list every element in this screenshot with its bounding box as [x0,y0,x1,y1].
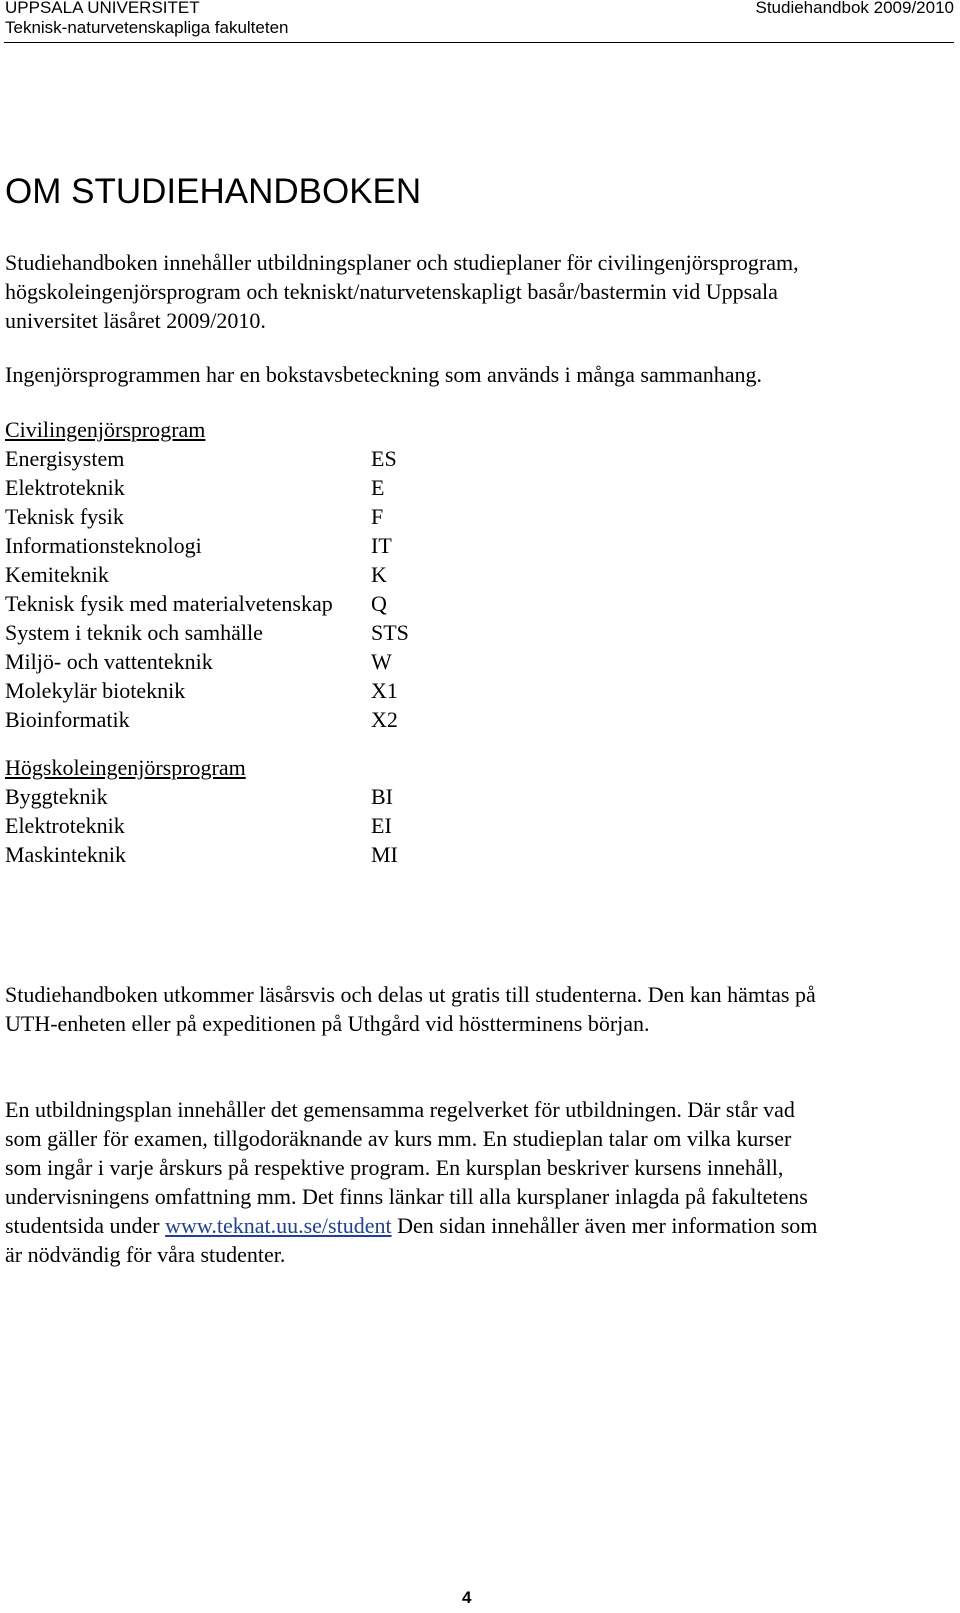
program-row [5,618,505,647]
plans-line: är nödvändig för våra studenter. [5,1242,286,1267]
program-name: Bioinformatik [5,707,130,732]
program-name: Teknisk fysik med materialvetenskap [5,591,333,616]
civilingenjor-heading: Civilingenjörsprogram [5,417,206,442]
plans-line: En utbildningsplan innehåller det gemensamma regelverket för utbildningen. Där står vad [5,1097,795,1122]
page-number: 4 [462,1588,472,1607]
program-code: F [371,504,384,529]
program-code: W [371,649,392,674]
program-row [5,676,505,705]
program-row [5,647,505,676]
program-row [5,444,505,473]
hogskoleingenjor-heading: Högskoleingenjörsprogram [5,755,246,780]
student-page-link[interactable]: www.teknat.uu.se/student [165,1213,392,1238]
program-row [5,782,505,811]
program-row [5,589,505,618]
distribution-line: UTH-enheten eller på expeditionen på Uthgård vid höstterminens början. [5,1011,650,1036]
civilingenjor-heading-row [5,415,505,444]
civilingenjor-list [5,415,505,734]
letter-note: Ingenjörsprogrammen har en bokstavsbeteckning som används i många sammanhang. [5,362,762,387]
program-name: Kemiteknik [5,562,109,587]
page-header [4,0,954,43]
plans-line-after-link: Den sidan innehåller även mer information som [391,1213,818,1238]
hogskoleingenjor-list [5,753,505,869]
page-title: OM STUDIEHANDBOKEN [5,172,422,211]
program-name: Teknisk fysik [5,504,124,529]
program-row [5,811,505,840]
program-code: X1 [371,678,398,703]
program-name: Elektroteknik [5,813,125,838]
program-row [5,705,505,734]
plans-paragraph [5,1095,955,1269]
intro-paragraph [5,248,955,335]
plans-line: undervisningens omfattning mm. Det finns länkar till alla kursplaner inlagda på fakultetens [5,1184,808,1209]
program-code: Q [371,591,387,616]
program-name: System i teknik och samhälle [5,620,263,645]
intro-line: högskoleingenjörsprogram och tekniskt/naturvetenskapligt basår/bastermin vid Uppsala [5,279,778,304]
intro-line: Studiehandboken innehåller utbildningsplaner och studieplaner för civilingenjörsprogram, [5,250,799,275]
hogskoleingenjor-heading-row [5,753,505,782]
program-code: BI [371,784,393,809]
program-code: X2 [371,707,398,732]
handbook-title: Studiehandbok 2009/2010 [755,0,954,17]
intro-line: universitet läsåret 2009/2010. [5,308,266,333]
plans-line-before-link: studentsida under [5,1213,166,1238]
faculty-name: Teknisk-naturvetenskapliga fakulteten [5,18,289,37]
program-row [5,560,505,589]
plans-line [5,1211,955,1240]
program-name: Energisystem [5,446,125,471]
program-row [5,473,505,502]
program-code: MI [371,842,398,867]
program-name: Byggteknik [5,784,108,809]
program-name: Informationsteknologi [5,533,202,558]
plans-line: som gäller för examen, tillgodoräknande av kurs mm. En studieplan talar om vilka kurser [5,1126,792,1151]
program-name: Miljö- och vattenteknik [5,649,213,674]
program-name: Elektroteknik [5,475,125,500]
program-code: IT [371,533,392,558]
program-row [5,840,505,869]
program-code: E [371,475,385,500]
program-name: Maskinteknik [5,842,126,867]
distribution-paragraph [5,980,955,1038]
program-code: K [371,562,387,587]
program-name: Molekylär bioteknik [5,678,186,703]
distribution-line: Studiehandboken utkommer läsårsvis och delas ut gratis till studenterna. Den kan hämtas på [5,982,816,1007]
program-row [5,531,505,560]
plans-line: som ingår i varje årskurs på respektive program. En kursplan beskriver kursens innehåll, [5,1155,784,1180]
program-code: STS [371,620,409,645]
program-row [5,502,505,531]
university-name: UPPSALA UNIVERSITET [5,0,200,17]
program-code: EI [371,813,392,838]
program-code: ES [371,446,397,471]
